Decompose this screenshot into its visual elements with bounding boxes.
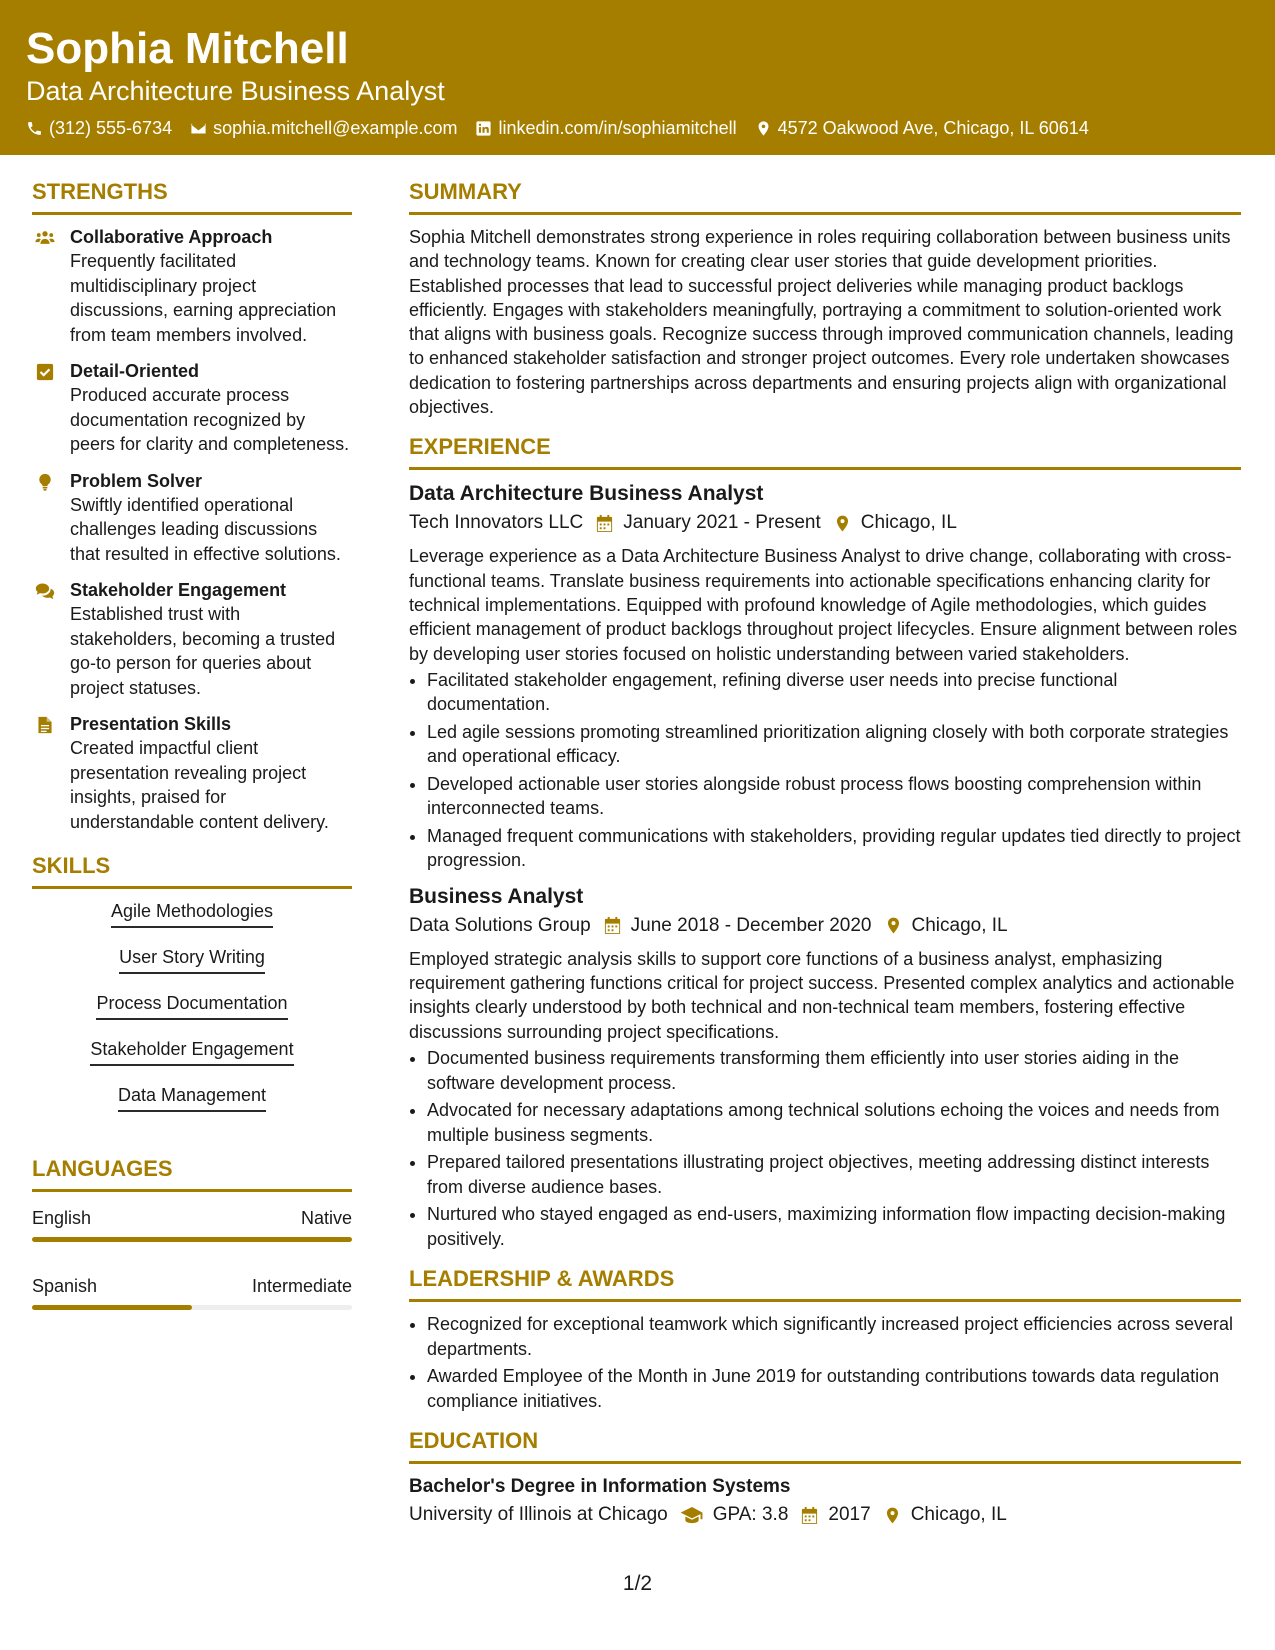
job-meta — [409, 508, 1241, 538]
job-location: Chicago, IL — [911, 914, 1008, 936]
checkbox-icon — [35, 363, 55, 381]
candidate-title: Data Architecture Business Analyst — [26, 76, 445, 106]
language-level: Native — [300, 1208, 352, 1228]
award-item: • Awarded Employee of the Month in June 2019 for outstanding contributions towards data regulation compliance initiatives. — [427, 1364, 1241, 1413]
language-name: English — [32, 1208, 92, 1228]
skill-item: Data Management — [118, 1083, 266, 1112]
contact-linkedin-text: linkedin.com/in/sophiamitchell — [498, 118, 737, 138]
awards-heading: LEADERSHIP & AWARDS — [409, 1265, 1241, 1302]
education-entry — [409, 1474, 1241, 1530]
job-bullet: • Led agile sessions promoting streamlined prioritization aligning closely with both corporate strategies and operational efficacy. — [427, 720, 1241, 769]
resume-header — [0, 0, 1275, 155]
location-icon — [884, 916, 903, 935]
skill-item: User Story Writing — [119, 945, 265, 974]
page-number: 1/2 — [622, 1572, 653, 1595]
lightbulb-icon — [35, 473, 55, 491]
strength-title: Collaborative Approach — [70, 227, 273, 247]
job-company: Data Solutions Group — [409, 914, 591, 936]
location-icon — [883, 1506, 902, 1525]
job-description: Leverage experience as a Data Architecture Business Analyst to drive change, collaborating with cross-functional teams. Translate business requirements into actionable specifications enhancing clarity for technical implementations. Equipped with profound knowledge of Agile methodologies, which guides efficient management of product backlogs throughout project lifecycles. Ensure alignment between roles by developing user stories focused on holistic understanding between varied stakeholders. — [409, 546, 1238, 664]
skills-list — [32, 899, 352, 1129]
education-heading: EDUCATION — [409, 1427, 1241, 1464]
contact-address — [755, 114, 1089, 142]
job-dates: June 2018 - December 2020 — [630, 914, 872, 936]
job-title: Business Analyst — [409, 884, 584, 908]
right-column — [409, 178, 1241, 1536]
strength-title: Presentation Skills — [70, 714, 232, 734]
location-icon — [833, 514, 852, 533]
strength-desc: Established trust with stakeholders, becoming a trusted go-to person for queries about project statuses. — [70, 604, 336, 698]
calendar-icon — [603, 916, 622, 935]
phone-icon — [26, 120, 43, 137]
email-icon — [190, 120, 207, 137]
document-icon — [35, 716, 55, 734]
job-entry — [409, 480, 1241, 872]
strength-item — [32, 225, 352, 347]
language-bar-fill — [32, 1237, 352, 1242]
language-bar — [32, 1237, 352, 1242]
award-item: • Recognized for exceptional teamwork which significantly increased project efficiencies across several departments. — [427, 1312, 1241, 1361]
job-bullet: • Managed frequent communications with stakeholders, providing regular updates tied directly to project progression. — [427, 824, 1241, 873]
language-item — [32, 1274, 352, 1310]
language-bar — [32, 1305, 352, 1310]
skill-item: Agile Methodologies — [111, 899, 273, 928]
comments-icon — [35, 582, 55, 600]
job-dates: January 2021 - Present — [623, 512, 821, 534]
language-level: Intermediate — [251, 1276, 352, 1296]
languages-heading: LANGUAGES — [32, 1155, 352, 1192]
education-meta — [409, 1500, 1241, 1530]
contact-phone-text: (312) 555-6734 — [49, 118, 173, 138]
gpa: GPA: 3.8 — [712, 1504, 789, 1526]
job-bullet: • Advocated for necessary adaptations among technical solutions echoing the voices and needs from multiple business segments. — [427, 1098, 1241, 1147]
job-description: Employed strategic analysis skills to support core functions of a business analyst, emphasizing requirement gathering functions critical for project success. Presented complex analytics and actionable insights clearly understood by both technical and non-technical team members, fostering effective discussions surrounding project specifications. — [409, 948, 1235, 1042]
left-column — [32, 178, 352, 1330]
job-bullet: • Facilitated stakeholder engagement, refining diverse user needs into precise functional documentation. — [427, 668, 1241, 717]
job-bullets — [409, 1046, 1241, 1251]
strength-desc: Frequently facilitated multidisciplinary project discussions, earning appreciation from team members involved. — [70, 251, 337, 345]
job-title: Data Architecture Business Analyst — [409, 482, 764, 506]
strength-title: Stakeholder Engagement — [70, 580, 287, 600]
strength-title: Detail-Oriented — [70, 361, 200, 381]
job-company: Tech Innovators LLC — [409, 512, 584, 534]
job-location: Chicago, IL — [860, 512, 957, 534]
job-bullet: • Developed actionable user stories alongside robust process flows boosting comprehension within interconnected teams. — [427, 772, 1241, 821]
strength-item — [32, 578, 352, 700]
strength-item — [32, 359, 352, 457]
strength-desc: Swiftly identified operational challenges leading discussions that resulted in effective solutions. — [70, 494, 341, 564]
contact-email[interactable] — [190, 114, 457, 142]
skill-item: Stakeholder Engagement — [90, 1037, 293, 1066]
language-bar-fill — [32, 1305, 192, 1310]
strength-title: Problem Solver — [70, 470, 203, 491]
job-bullet: • Documented business requirements transforming them efficiently into user stories aiding in the software development process. — [427, 1046, 1241, 1095]
strength-desc: Produced accurate process documentation recognized by peers for clarity and completeness. — [70, 385, 350, 454]
skill-item: Process Documentation — [96, 991, 287, 1020]
school-name: University of Illinois at Chicago — [409, 1504, 668, 1526]
language-name: Spanish — [32, 1276, 98, 1296]
contact-linkedin[interactable] — [475, 114, 736, 142]
job-bullet: • Prepared tailored presentations illustrating project objectives, meeting addressing distinct interests from diverse audience bases. — [427, 1150, 1241, 1199]
education-location: Chicago, IL — [910, 1504, 1007, 1526]
strength-item — [32, 712, 352, 834]
linkedin-icon — [475, 120, 492, 137]
job-meta — [409, 911, 1241, 941]
contact-address-text: 4572 Oakwood Ave, Chicago, IL 60614 — [777, 118, 1089, 138]
job-entry — [409, 883, 1241, 1251]
calendar-icon — [595, 514, 614, 533]
job-bullets — [409, 668, 1241, 873]
summary-text: Sophia Mitchell demonstrates strong experience in roles requiring collaboration between business units and technology teams. Known for creating clear user stories that guide development priorities. Established processes that lead to successful project deliveries while managing product backlogs efficiently. Engages with stakeholders meaningfully, portraying a commitment to solution-oriented work that aligns with business goals. Recognize success through improved communication channels, leading to enhanced stakeholder satisfaction and stronger project outcomes. Every role undertaken showcases dedication to fostering partnerships across departments and ensuring projects align with organizational objectives. — [409, 227, 1234, 418]
awards-list — [409, 1312, 1241, 1413]
graduation-year: 2017 — [828, 1504, 871, 1526]
summary-heading: SUMMARY — [409, 178, 1241, 215]
location-icon — [755, 120, 772, 137]
users-icon — [35, 229, 55, 247]
calendar-icon — [800, 1506, 819, 1525]
candidate-name: Sophia Mitchell — [26, 24, 349, 73]
language-item — [32, 1206, 352, 1242]
strengths-heading: STRENGTHS — [32, 178, 352, 215]
strength-desc: Created impactful client presentation revealing project insights, praised for understandable content delivery. — [70, 738, 329, 832]
experience-heading: EXPERIENCE — [409, 433, 1241, 470]
degree-title: Bachelor's Degree in Information Systems — [409, 1476, 791, 1498]
skills-heading: SKILLS — [32, 852, 352, 889]
job-bullet: • Nurtured who stayed engaged as end-users, maximizing information flow impacting decision-making positively. — [427, 1202, 1241, 1251]
graduation-cap-icon — [680, 1506, 704, 1525]
contact-bar — [26, 114, 1089, 142]
strength-item — [32, 469, 352, 567]
contact-email-text: sophia.mitchell@example.com — [213, 118, 458, 138]
contact-phone[interactable] — [26, 114, 172, 142]
